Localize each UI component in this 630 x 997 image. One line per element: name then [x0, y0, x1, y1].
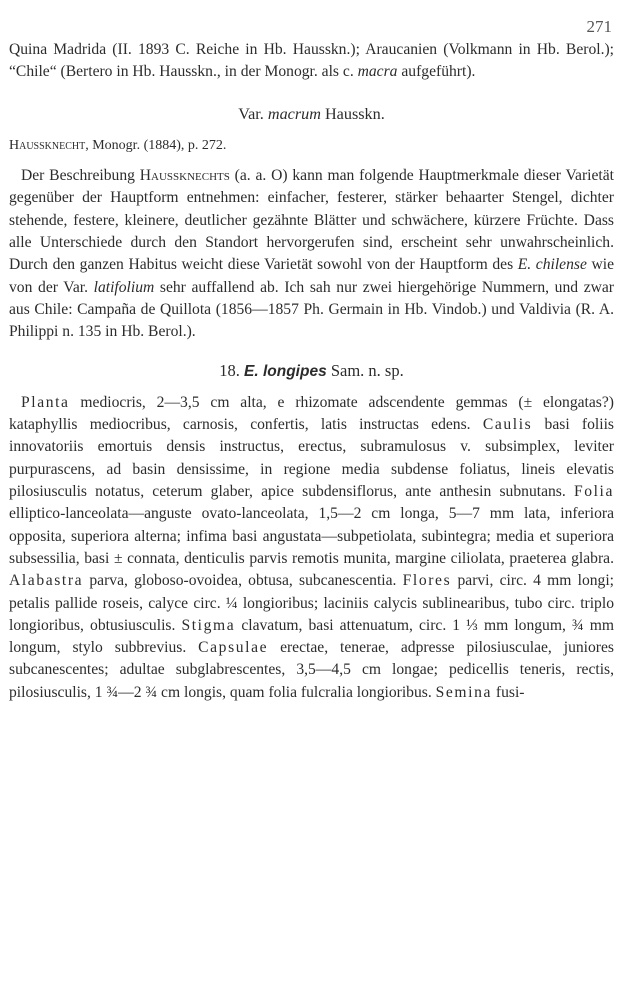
citation-rest: , Monogr. (1884), p. 272. — [85, 137, 227, 153]
var-author: Hausskn. — [320, 104, 385, 123]
desc-author: Haussknechts — [139, 167, 230, 185]
species-name: E. longipes — [244, 362, 327, 380]
desc-text-2: (a. a. O) kann man folgende Hauptmerkmale dieser Varietät gegenüber der Hauptform entnehmen: einfacher, festerer, stärker behaarter Stengel, dichter stehende, festere, kleinere, deutlicher gezähnte Blätter und schwächere, kürzere Früchte. Dass alle Unterschiede durch den Standort hervorgerufen sind, erscheint sehr unwahrscheinlich. Durch den ganzen Habitus weicht diese Varietät sowohl von der Hauptform des — [9, 167, 614, 274]
label-planta: Planta — [21, 393, 70, 411]
text-stigma: clavatum, basi attenuatum, circ. 1 ⅓ mm longum, ¾ mm longum, stylo subbrevius. — [9, 616, 614, 657]
latin-description — [9, 392, 614, 704]
label-stigma: Stigma — [181, 616, 236, 634]
species-number: 18. — [219, 360, 245, 380]
intro-macra: macra — [357, 63, 398, 81]
text-caulis: basi foliis innovatoriis emortuis densis instructus, erectus, subramulosus v. subsimplex, leviter purpurascens, ad basin densissime, in regione media subdense foliatus, lineis elevatis pilosiusculis notatus, ceterum glaber, apice subdensiflorus, ante anthesin subnutans. — [9, 416, 614, 501]
label-capsulae: Capsulae — [198, 639, 269, 657]
label-folia: Folia — [573, 483, 614, 501]
desc-text-1: Der Beschreibung — [21, 167, 140, 185]
citation — [9, 135, 614, 157]
label-alabastra: Alabastra — [9, 572, 84, 590]
text-alabastra: parva, globoso-ovoidea, obtusa, subcanescentia. — [83, 572, 403, 590]
variety-heading — [9, 103, 614, 125]
text-flores: parvi, circ. 4 mm longi; petalis pallide roseis, calyce circ. ¼ longioribus; laciniis calycis sublinearibus, tubo circ. triplo longioribus, obtusiusculis. — [9, 572, 614, 634]
intro-text-2: aufgeführt). — [397, 63, 476, 81]
page-number: 271 — [586, 17, 612, 36]
text-capsulae: erectae, tenerae, adpresse pilosiusculae, juniores subcanescentes; adultae subglabrescentes, 3,5—4,5 cm longae; pedicellis teneris, rectis, pilosiusculis, 1 ¾—2 ¾ cm longis, quam folia fulcralia longioribus. — [9, 639, 614, 701]
text-semina: fusi- — [492, 683, 525, 701]
text-planta: mediocris, 2—3,5 cm alta, e rhizomate adscendente gemmas (± elongatas?) kataphyllis mediocribus, carnosis, confertis, latis instructas edens. — [9, 393, 614, 434]
species-heading — [9, 360, 614, 383]
desc-species-1: E. chilense — [517, 256, 587, 274]
label-caulis: Caulis — [482, 416, 533, 434]
desc-text-3: wie von der Var. — [9, 256, 614, 296]
page-body — [9, 39, 614, 704]
label-semina: Semina — [435, 683, 492, 701]
description-paragraph — [9, 165, 614, 343]
label-flores: Flores — [402, 572, 452, 590]
intro-paragraph — [9, 39, 614, 84]
desc-species-2: latifolium — [93, 278, 155, 296]
citation-author: Haussknecht — [9, 137, 86, 153]
var-prefix: Var. — [238, 104, 268, 123]
desc-text-4: sehr auffallend ab. Ich sah nur zwei hiergehörige Nummern, und zwar aus Chile: Campaña de Quillota (1856—1857 Ph. Germain in Hb. Vindob.) und Valdivia (R. A. Philippi n. 135 in Hb. Berol.). — [9, 278, 614, 341]
species-author: Sam. n. sp. — [326, 360, 404, 380]
text-folia: elliptico-lanceolata—anguste ovato-lanceolata, 1,5—2 cm longa, 5—7 mm lata, inferiora opposita, superiora alterna; infima basi angustata—subpetiolata, subintegra; media et superiora subsessilia, basi ± connata, denticulis parvis remotis munita, margine ciliolata, praeterea glabra. — [9, 505, 614, 567]
var-name: macrum — [267, 104, 321, 123]
intro-text-1: Quina Madrida (II. 1893 C. Reiche in Hb. Hausskn.); Araucanien (Volkmann in Hb. Berol.); “Chile“ (Bertero in Hb. Hausskn., in der Monogr. als c. — [9, 41, 614, 81]
